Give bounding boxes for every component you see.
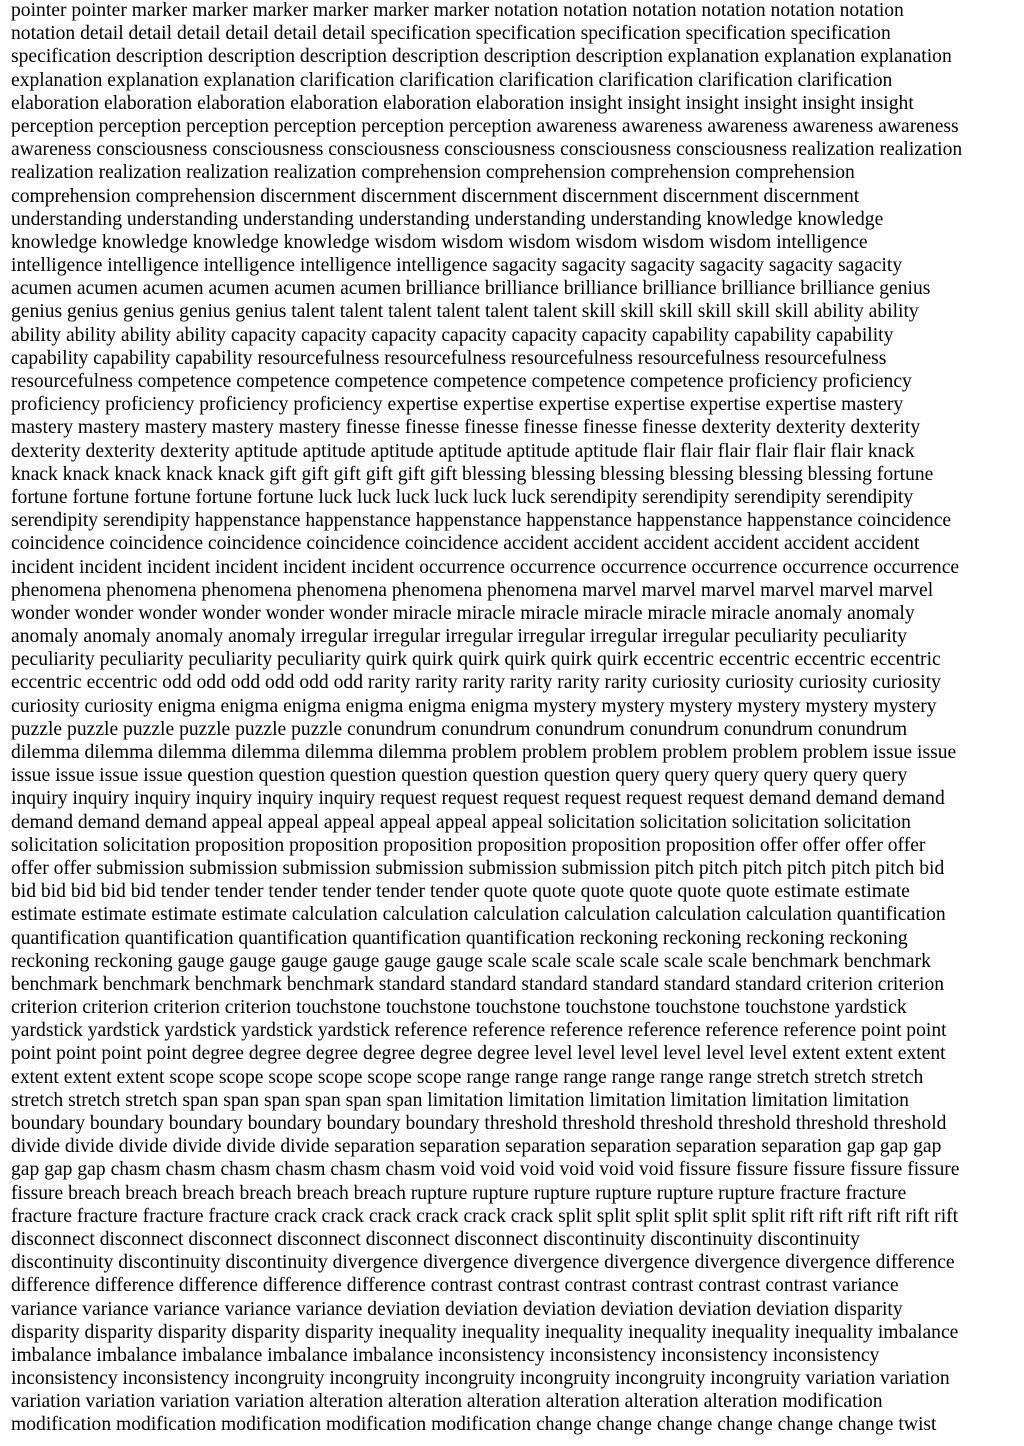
text-line: variance variance variance variance variance deviation deviation deviation deviation deviation deviation disparity [11, 1298, 903, 1320]
text-line: fissure breach breach breach breach breach breach rupture rupture rupture rupture rupture rupture fracture fracture [11, 1182, 907, 1204]
text-line: demand demand demand appeal appeal appeal appeal appeal appeal solicitation solicitation solicitation solicitation [11, 811, 911, 833]
text-line: comprehension comprehension discernment discernment discernment discernment discernment discernment [11, 185, 860, 207]
text-line: dilemma dilemma dilemma dilemma dilemma dilemma problem problem problem problem problem problem issue issue [11, 742, 957, 763]
text-line: mastery mastery mastery mastery mastery finesse finesse finesse finesse finesse finesse dexterity dexterity dexterity [11, 417, 921, 439]
text-line: criterion criterion criterion criterion touchstone touchstone touchstone touchstone touchstone touchstone yardstick [11, 997, 907, 1019]
text-line: extent extent extent scope scope scope scope scope scope range range range range range range stretch stretch stretch [11, 1066, 924, 1088]
text-line: modification modification modification modification modification change change change change change change twist [11, 1414, 937, 1436]
text-line: elaboration elaboration elaboration elaboration elaboration elaboration insight insight insight insight insight insight [11, 92, 914, 114]
text-line: serendipity serendipity happenstance happenstance happenstance happenstance happenstance happenstance coincidence [11, 510, 952, 532]
text-line: coincidence coincidence coincidence coincidence coincidence accident accident accident accident accident accident [11, 533, 920, 555]
text-line: inquiry inquiry inquiry inquiry inquiry inquiry request request request request request request demand demand demand [11, 788, 945, 810]
text-line: awareness consciousness consciousness consciousness consciousness consciousness consciousness realization realization [11, 139, 963, 161]
text-line: bid bid bid bid bid tender tender tender tender tender tender quote quote quote quote quote quote estimate estimate [11, 881, 910, 903]
text-line: estimate estimate estimate estimate calculation calculation calculation calculation calculation calculation quantification [11, 904, 946, 926]
text-line: variation variation variation variation alteration alteration alteration alteration alteration alteration modification [11, 1391, 883, 1413]
text-line: knack knack knack knack knack gift gift gift gift gift gift blessing blessing blessing blessing blessing blessing fortune [11, 463, 934, 485]
text-line: notation detail detail detail detail detail detail specification specification specification specification specification [11, 23, 891, 45]
text-line: explanation explanation explanation clarification clarification clarification clarification clarification clarification [11, 69, 893, 91]
text-line: proficiency proficiency proficiency proficiency expertise expertise expertise expertise expertise expertise mastery [11, 394, 904, 416]
text-line: stretch stretch stretch span span span span span span limitation limitation limitation limitation limitation limitation [11, 1089, 909, 1111]
text-line: inconsistency inconsistency incongruity incongruity incongruity incongruity incongruity incongruity variation variation [11, 1368, 950, 1390]
text-line: offer offer submission submission submission submission submission submission pitch pitch pitch pitch pitch pitch bid [11, 857, 945, 879]
text-line: imbalance imbalance imbalance imbalance imbalance inconsistency inconsistency inconsistency inconsistency [11, 1344, 880, 1366]
text-line: knowledge knowledge knowledge knowledge wisdom wisdom wisdom wisdom wisdom wisdom intelligence [11, 231, 868, 253]
text-line: puzzle puzzle puzzle puzzle puzzle puzzle conundrum conundrum conundrum conundrum conundrum conundrum [11, 718, 908, 740]
text-line: incident incident incident incident incident incident occurrence occurrence occurrence occurrence occurrence occurrence [11, 556, 960, 578]
text-line: resourcefulness competence competence competence competence competence competence proficiency proficiency [11, 371, 912, 392]
text-line: solicitation solicitation proposition proposition proposition proposition proposition proposition offer offer offer offer [11, 834, 926, 856]
text-line: disconnect disconnect disconnect disconnect disconnect disconnect discontinuity discontinuity discontinuity [11, 1228, 860, 1250]
text-line: peculiarity peculiarity peculiarity peculiarity quirk quirk quirk quirk quirk quirk eccentric eccentric eccentric eccentric [11, 649, 941, 671]
text-line: acumen acumen acumen acumen acumen acumen brilliance brilliance brilliance brilliance brilliance brilliance genius [11, 278, 931, 300]
text-line: wonder wonder wonder wonder wonder wonder miracle miracle miracle miracle miracle miracle anomaly anomaly [11, 602, 915, 624]
text-line: issue issue issue issue question question question question question question query query query query query query [11, 765, 908, 787]
text-line: dexterity dexterity dexterity aptitude aptitude aptitude aptitude aptitude aptitude flair flair flair flair flair flair knack [11, 440, 915, 462]
text-line: divide divide divide divide divide divide separation separation separation separation separation separation gap gap gap [11, 1136, 942, 1158]
text-line: fortune fortune fortune fortune fortune luck luck luck luck luck luck serendipity serendipity serendipity serendipity [11, 486, 914, 508]
text-line: anomaly anomaly anomaly anomaly irregular irregular irregular irregular irregular irregular peculiarity peculiarity [11, 626, 908, 648]
text-line: eccentric eccentric odd odd odd odd odd odd rarity rarity rarity rarity rarity rarity curiosity curiosity curiosity curiosity [11, 672, 941, 694]
text-line: specification description description description description description description explanation explanation explanation [11, 46, 952, 68]
text-line: pointer pointer marker marker marker marker marker marker notation notation notation notation notation notation [11, 0, 904, 21]
text-line: gap gap gap chasm chasm chasm chasm chasm chasm void void void void void void fissure fissure fissure fissure fissure [11, 1159, 960, 1181]
text-line: difference difference difference difference difference contrast contrast contrast contrast contrast contrast variance [11, 1275, 899, 1297]
text-line: curiosity curiosity enigma enigma enigma enigma enigma enigma mystery mystery mystery mystery mystery mystery [11, 695, 937, 717]
text-line: discontinuity discontinuity discontinuity divergence divergence divergence divergence divergence divergence difference [11, 1252, 955, 1274]
text-line: phenomena phenomena phenomena phenomena phenomena phenomena marvel marvel marvel marvel marvel marvel [11, 579, 934, 601]
text-line: boundary boundary boundary boundary boundary boundary threshold threshold threshold threshold threshold threshold [11, 1113, 947, 1134]
text-line: realization realization realization realization comprehension comprehension comprehension comprehension [11, 162, 855, 184]
text-line: understanding understanding understanding understanding understanding understanding knowledge knowledge [11, 208, 884, 230]
text-line: disparity disparity disparity disparity disparity inequality inequality inequality inequality inequality inequality imbalance [11, 1321, 959, 1343]
text-line: genius genius genius genius genius talent talent talent talent talent talent skill skill skill skill skill skill ability ability [11, 301, 919, 323]
text-line: ability ability ability ability capacity capacity capacity capacity capacity capacity capability capability capability [11, 324, 894, 346]
text-line: fracture fracture fracture fracture crack crack crack crack crack crack split split split split split split rift rift rift rift rift rift [11, 1205, 959, 1227]
text-line: perception perception perception perception perception perception awareness awareness awareness awareness awareness [11, 115, 959, 137]
text-line: quantification quantification quantification quantification quantification reckoning reckoning reckoning reckoning [11, 927, 908, 949]
text-line: benchmark benchmark benchmark benchmark standard standard standard standard standard standard criterion criterion [11, 973, 945, 995]
text-line: yardstick yardstick yardstick yardstick yardstick reference reference reference reference reference reference point point [11, 1020, 947, 1042]
text-line: reckoning reckoning gauge gauge gauge gauge gauge gauge scale scale scale scale scale scale benchmark benchmark [11, 950, 931, 972]
text-line: capability capability capability resourcefulness resourcefulness resourcefulness resourcefulness resourcefulness [11, 347, 887, 369]
text-line: intelligence intelligence intelligence intelligence intelligence sagacity sagacity sagacity sagacity sagacity sagacity [11, 255, 903, 277]
text-line: point point point point degree degree degree degree degree degree level level level level level level extent extent extent [11, 1043, 946, 1065]
